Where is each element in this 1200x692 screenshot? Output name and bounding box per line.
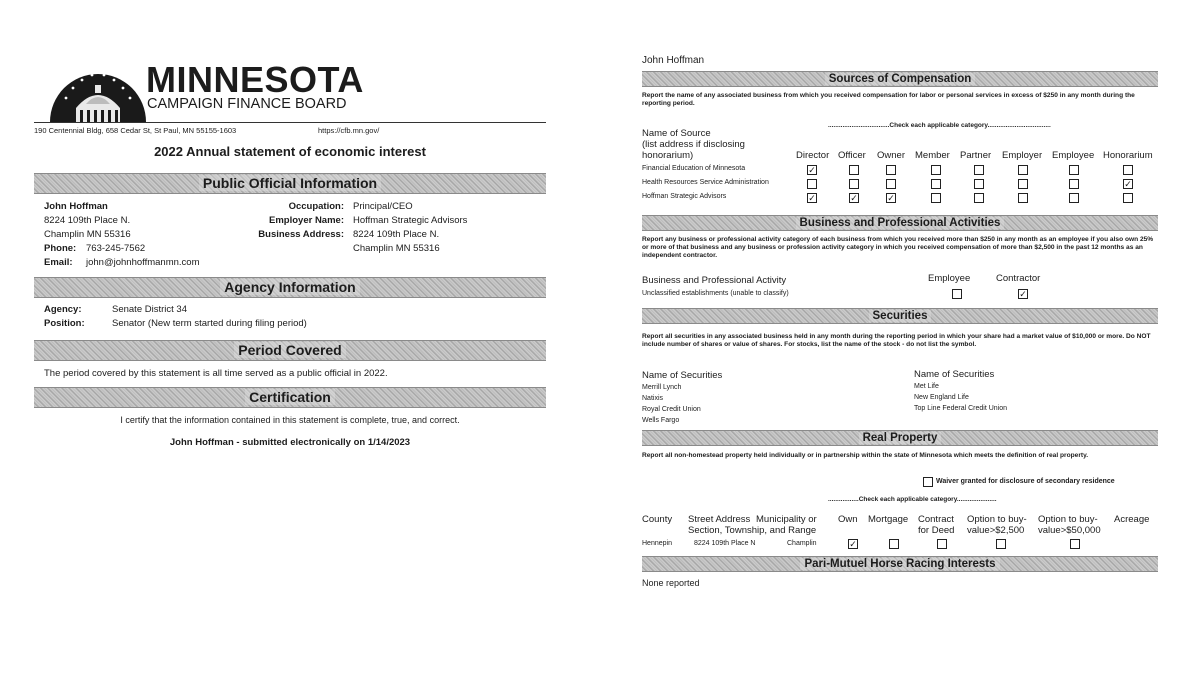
source-row-2-name: Health Resources Service Administration: [642, 179, 769, 186]
employer-value: Hoffman Strategic Advisors: [353, 215, 468, 226]
col-director: Director: [796, 150, 830, 161]
prop-col-municipality: Municipality or: [756, 514, 817, 525]
activity-value: Unclassified establishments (unable to classify): [642, 290, 789, 297]
employer-label: Employer Name:: [269, 215, 344, 226]
row2-director-check[interactable]: [807, 179, 817, 189]
horse-racing-heading: Pari-Mutuel Horse Racing Interests: [642, 556, 1158, 572]
compensation-note: Report the name of any associated business from which you received compensation for labor or personal services in excess of $250 in any month during the reporting period.: [642, 92, 1135, 107]
position-label: Position:: [44, 318, 85, 329]
left-document-page: [0, 0, 580, 692]
row3-partner-check[interactable]: [974, 193, 984, 203]
official-name: John Hoffman: [44, 201, 108, 212]
prop-col-option1-1: Option to buy-: [967, 514, 1027, 525]
business-heading: Business and Professional Activities: [642, 215, 1158, 231]
securities-note: Report all securities in any associated business held in any month during the reporting period in which your share had a market value of $10,000 or more. Do NOT include number of shares or value of shares. For stocks, list the name of the stock - do not list the symbol.: [642, 333, 1151, 348]
cfb-logo: [46, 52, 366, 124]
row3-employer-check[interactable]: [1018, 193, 1028, 203]
row3-owner-check[interactable]: ✓: [887, 193, 895, 203]
security-item: Wells Fargo: [642, 417, 680, 424]
employee-header: Employee: [928, 273, 971, 284]
col-employer: Employer: [1002, 150, 1043, 161]
security-item: Natixis: [642, 395, 664, 402]
logo-title: MINNESOTA: [146, 59, 364, 100]
col-honorarium: Honorarium: [1103, 150, 1153, 161]
business-address-label: Business Address:: [258, 229, 344, 240]
prop-col-section: Section, Township, and Range: [688, 525, 817, 536]
logo-subtitle: CAMPAIGN FINANCE BOARD: [147, 96, 347, 112]
period-heading: Period Covered: [34, 340, 546, 361]
official-email: john@johnhoffmanmn.com: [86, 257, 200, 268]
security-item: Met Life: [914, 383, 939, 390]
official-street: 8224 109th Place N.: [44, 215, 131, 226]
filer-name: John Hoffman: [642, 55, 705, 66]
row3-employee-check[interactable]: [1069, 193, 1079, 203]
security-item: Merrill Lynch: [642, 384, 682, 391]
certification-signature: John Hoffman - submitted electronically on 1/14/2023: [169, 437, 411, 448]
prop-col-street: Street Address: [688, 514, 751, 525]
row3-director-check[interactable]: ✓: [808, 193, 816, 203]
prop-col-option2-2: value>$50,000: [1038, 525, 1101, 536]
certification-heading: Certification: [34, 387, 546, 408]
email-label: Email:: [44, 257, 73, 268]
row1-employer-check[interactable]: [1018, 165, 1028, 175]
source-row-1-name: Financial Education of Minnesota: [642, 165, 746, 172]
row2-partner-check[interactable]: [974, 179, 984, 189]
real-property-heading: Real Property: [642, 430, 1158, 446]
col-partner: Partner: [960, 150, 992, 161]
row1-owner-check[interactable]: [886, 165, 896, 175]
business-note: Report any business or professional activity category of each business from which you received more than $250 in any month as an employee if you also own 25% or more of that business and any business or profession activity category in which you received compensation of more than $2,500 in the past 12 months as an independent contractor.: [642, 236, 1154, 259]
securities-header-left: Name of Securities: [642, 370, 723, 381]
board-address: 190 Centennial Bldg, 658 Cedar St, St Paul, MN 55155-1603: [34, 126, 237, 135]
prop-col-county: County: [642, 514, 673, 525]
compensation-heading: Sources of Compensation: [642, 71, 1158, 87]
row3-officer-check[interactable]: ✓: [850, 193, 858, 203]
occupation-label: Occupation:: [288, 201, 344, 212]
row2-employer-check[interactable]: [1018, 179, 1028, 189]
row3-member-check[interactable]: [931, 193, 941, 203]
horse-racing-text: None reported: [642, 578, 700, 588]
waiver-check[interactable]: [923, 477, 933, 487]
real-property-note: Report all non-homestead property held individually or in partnership within the state of Minnesota which meets the definition of real property.: [642, 452, 1089, 459]
row2-honorarium-check[interactable]: ✓: [1124, 179, 1132, 189]
waiver-label: Waiver granted for disclosure of secondary residence: [936, 478, 1115, 485]
property-option1-check[interactable]: [996, 539, 1006, 549]
activity-header: Business and Professional Activity: [642, 275, 787, 286]
agency-heading: Agency Information: [34, 277, 546, 298]
property-own-check[interactable]: ✓: [849, 539, 857, 549]
row1-director-check[interactable]: ✓: [808, 165, 816, 175]
occupation-value: Principal/CEO: [353, 201, 413, 212]
row2-member-check[interactable]: [931, 179, 941, 189]
prop-col-option2-1: Option to buy-: [1038, 514, 1098, 525]
prop-col-contract-2: for Deed: [918, 525, 955, 536]
security-item: Top Line Federal Credit Union: [914, 405, 1007, 412]
row1-officer-check[interactable]: [849, 165, 859, 175]
row1-honorarium-check[interactable]: [1123, 165, 1133, 175]
official-city: Champlin MN 55316: [44, 229, 131, 240]
property-municipality: Champlin: [787, 540, 817, 547]
property-mortgage-check[interactable]: [889, 539, 899, 549]
official-phone: 763-245-7562: [86, 243, 146, 254]
property-contract-check[interactable]: [937, 539, 947, 549]
document-title: 2022 Annual statement of economic interest: [154, 144, 426, 159]
property-county: Hennepin: [642, 540, 672, 547]
source-name-header-1: Name of Source: [642, 128, 711, 139]
col-officer: Officer: [838, 150, 866, 161]
property-street: 8224 109th Place N: [694, 540, 756, 547]
row1-partner-check[interactable]: [974, 165, 984, 175]
public-official-heading: Public Official Information: [34, 173, 546, 194]
source-name-header-2: (list address if disclosing: [642, 139, 745, 150]
source-row-3-name: Hoffman Strategic Advisors: [642, 193, 727, 200]
activity-contractor-check[interactable]: ✓: [1019, 289, 1027, 299]
capitol-dome-icon: [46, 52, 150, 124]
business-address-line1: 8224 109th Place N.: [353, 229, 440, 240]
prop-col-acreage: Acreage: [1114, 514, 1150, 525]
compensation-check-label: ..................................Check each applicable category...................................: [828, 122, 1051, 129]
securities-header-right: Name of Securities: [914, 369, 995, 380]
security-item: Royal Credit Union: [642, 406, 701, 413]
source-name-header-3: honorarium): [642, 150, 694, 161]
right-document-page: [600, 0, 1200, 692]
property-check-label: .................Check each applicable category......................: [828, 496, 997, 503]
period-text: The period covered by this statement is all time served as a public official in 2022.: [44, 368, 388, 379]
prop-col-option1-2: value>$2,500: [967, 525, 1025, 536]
row1-member-check[interactable]: [931, 165, 941, 175]
phone-label: Phone:: [44, 243, 77, 254]
row1-employee-check[interactable]: [1069, 165, 1079, 175]
row3-honorarium-check[interactable]: [1123, 193, 1133, 203]
security-item: New England Life: [914, 394, 969, 401]
col-member: Member: [915, 150, 950, 161]
position-value: Senator (New term started during filing period): [112, 318, 307, 329]
securities-heading: Securities: [642, 308, 1158, 324]
activity-employee-check[interactable]: [952, 289, 962, 299]
prop-col-mortgage: Mortgage: [868, 514, 909, 525]
col-owner: Owner: [877, 150, 905, 161]
col-employee: Employee: [1052, 150, 1095, 161]
header-rule: [34, 122, 546, 123]
prop-col-contract-1: Contract: [918, 514, 954, 525]
agency-value: Senate District 34: [112, 304, 187, 315]
row2-owner-check[interactable]: [886, 179, 896, 189]
prop-col-own: Own: [838, 514, 858, 525]
row2-officer-check[interactable]: [849, 179, 859, 189]
business-address-line2: Champlin MN 55316: [353, 243, 440, 254]
row2-employee-check[interactable]: [1069, 179, 1079, 189]
certification-text: I certify that the information contained in this statement is complete, true, and correct.: [120, 415, 460, 425]
agency-label: Agency:: [44, 304, 82, 315]
board-website: https://cfb.mn.gov/: [318, 126, 380, 135]
contractor-header: Contractor: [996, 273, 1041, 284]
property-option2-check[interactable]: [1070, 539, 1080, 549]
